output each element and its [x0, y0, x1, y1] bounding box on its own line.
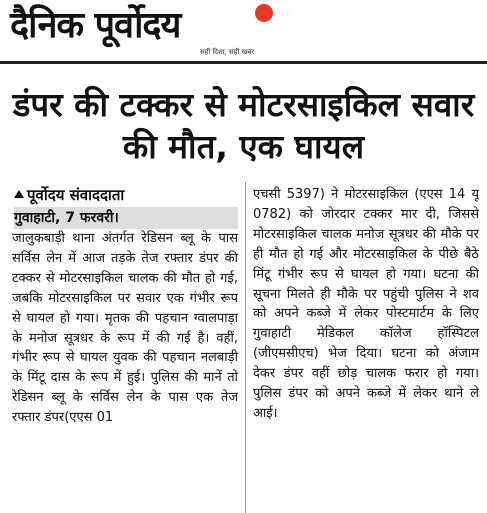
article-headline: डंपर की टक्कर से मोटरसाइकिल सवार की मौत, एक घायल [12, 85, 475, 166]
newspaper-title: दैनिक पूर्वोदय [10, 5, 181, 46]
dateline-row [14, 207, 238, 229]
masthead [0, 0, 487, 80]
triangle-icon [14, 190, 24, 198]
masthead-divider [0, 61, 487, 64]
byline: पूर्वोदय संवाददाता [27, 186, 125, 204]
sun-logo-icon [255, 4, 273, 22]
column-divider [245, 182, 246, 513]
dateline: गुवाहाटी, 7 फरवरी। [14, 210, 119, 226]
tagline: सही दिशा, सही खबर [200, 48, 255, 56]
article-column-right: एचसी 5397) ने मोटरसाइकिल (एएस 14 यू 0782) को जोरदार टक्कर मार दी, जिससे मोटरसाइकिल चालक मनोज सूत्रधर की मौके पर ही मौत हो गई और मोटरसाइकिल के पीछे बैठे मिंटू गंभीर रूप से घायल हो गया। घटना की सूचना मिलते ही मौके पर पहुंची पुलिस ने शव को अपने कब्जे में लेकर पोस्टमार्टम के लिए गुवाहाटी मेडिकल कॉलेज हॉस्पिटल (जीएमसीएच) भेज दिया। घटना को अंजाम देकर डंपर वहीं छोड़ चालक फरार हो गया। पुलिस डंपर को अपने कब्जे में लेकर थाने ले आई। [253, 187, 479, 421]
article-column-left: जालुकबाड़ी थाना अंतर्गत रेडिसन ब्लू के पास सर्विस लेन में आज तड़के तेज रफ्तार डंपर की टक्कर से मोटरसाइकिल चालक की मौत हो गई, जबकि मोटरसाइकिल पर सवार एक गंभीर रूप से घायल हो गया। मृतक की पहचान ग्वालपाड़ा के मनोज सूत्रधर के रूप में की गई है। वहीं, गंभीर रूप से घायल युवक की पहचान नलबाड़ी के मिंटू दास के रूप में हुई। पुलिस की मानें तो रेडिसन ब्लू के सर्विस लेन के पास एक तेज रफ्तार डंपर(एएस 01 [12, 231, 238, 426]
